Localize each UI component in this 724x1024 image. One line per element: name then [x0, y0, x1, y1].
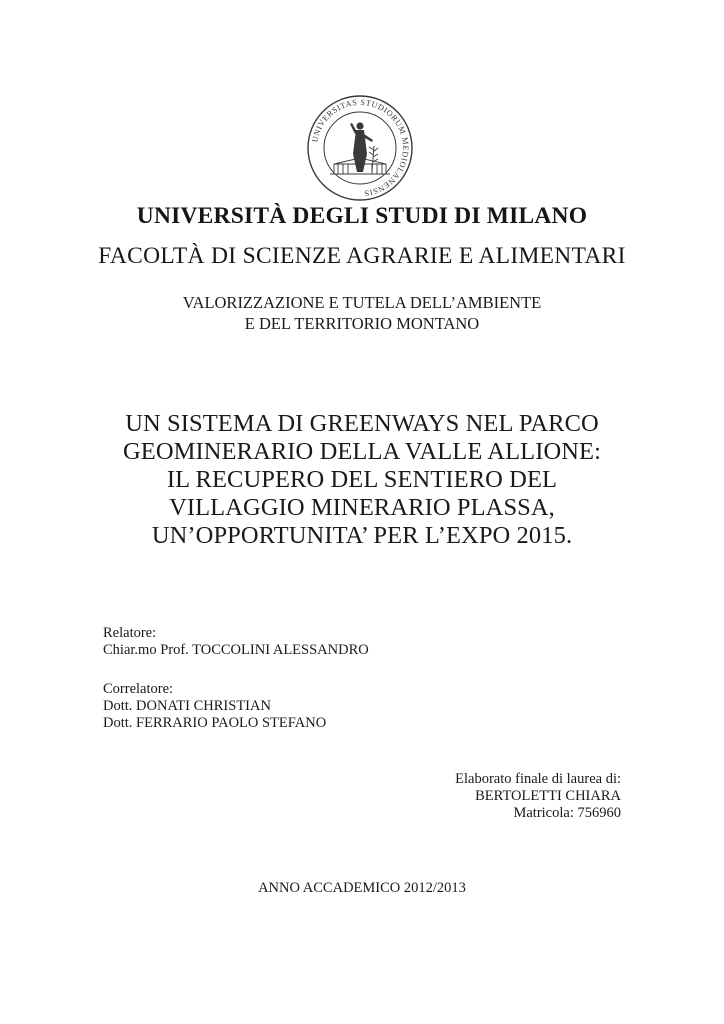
university-seal-icon: [306, 94, 414, 202]
seal-lettering: UNIVERSITAS STUDIORUM MEDIOLANENSIS: [310, 97, 411, 198]
thesis-title-line: GEOMINERARIO DELLA VALLE ALLIONE:: [122, 438, 602, 465]
candidate-block: [455, 771, 621, 822]
degree-course-line: VALORIZZAZIONE E TUTELA DELL’AMBIENTE: [182, 293, 542, 312]
faculty-name: FACOLTÀ DI SCIENZE AGRARIE E ALIMENTARI: [98, 243, 626, 269]
thesis-title: [0, 410, 724, 550]
relatore-name: Chiar.mo Prof. TOCCOLINI ALESSANDRO: [103, 642, 369, 658]
thesis-title-line: VILLAGGIO MINERARIO PLASSA,: [169, 494, 555, 521]
candidate-matricola: Matricola: 756960: [513, 805, 621, 821]
thesis-title-line: UN’OPPORTUNITA’ PER L’EXPO 2015.: [151, 522, 573, 549]
academic-year: ANNO ACCADEMICO 2012/2013: [258, 880, 466, 896]
candidate-name: BERTOLETTI CHIARA: [475, 788, 621, 804]
correlatore-block: [103, 681, 326, 732]
correlatore-label: Correlatore:: [103, 681, 174, 697]
degree-course-line: E DEL TERRITORIO MONTANO: [244, 314, 480, 333]
university-name: UNIVERSITÀ DEGLI STUDI DI MILANO: [136, 203, 588, 229]
thesis-title-line: IL RECUPERO DEL SENTIERO DEL: [166, 466, 558, 493]
candidate-label: Elaborato finale di laurea di:: [455, 771, 621, 787]
thesis-title-line: UN SISTEMA DI GREENWAYS NEL PARCO: [125, 410, 599, 437]
relatore-block: [103, 625, 369, 659]
degree-course: [0, 292, 724, 334]
correlatore-name: Dott. DONATI CHRISTIAN: [103, 698, 271, 714]
correlatore-name: Dott. FERRARIO PAOLO STEFANO: [103, 715, 327, 731]
relatore-label: Relatore:: [103, 625, 157, 641]
